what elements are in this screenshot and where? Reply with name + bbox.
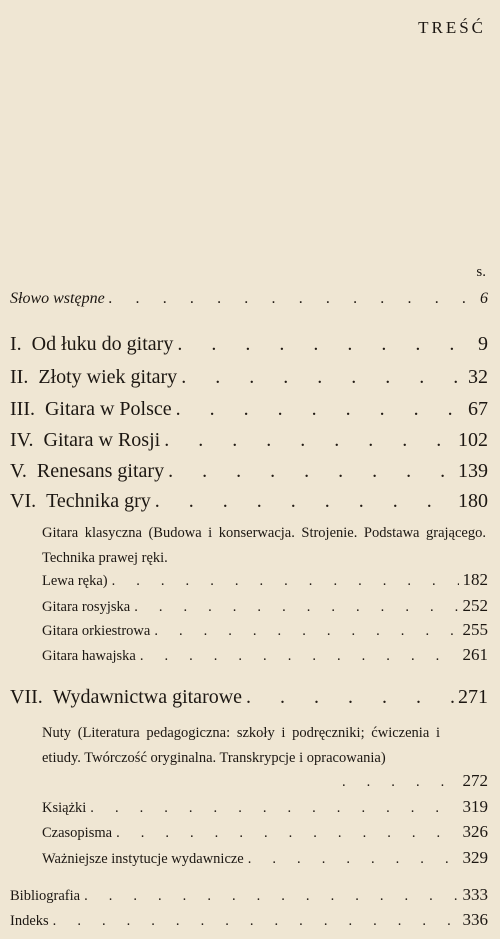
leader-dots bbox=[155, 490, 454, 513]
chapter-number: VII. bbox=[10, 686, 43, 708]
toc-entry-index bbox=[10, 910, 488, 930]
page-title: TREŚĆ bbox=[418, 18, 486, 37]
chapter-page: 180 bbox=[458, 490, 488, 512]
toc-subentry bbox=[42, 620, 488, 640]
leader-dots bbox=[176, 398, 464, 421]
toc-entry-bibliography bbox=[10, 885, 488, 905]
toc-entry-intro bbox=[10, 290, 488, 308]
leader-dots bbox=[140, 648, 459, 665]
toc-chapter bbox=[10, 398, 488, 421]
toc-subentry bbox=[42, 645, 488, 665]
subentry-label: Lewa ręka) bbox=[42, 573, 108, 589]
leader-dots bbox=[154, 623, 458, 640]
leader-dots bbox=[109, 290, 476, 308]
page-column-label: s. bbox=[476, 264, 486, 280]
toc-chapter bbox=[10, 333, 488, 356]
subentry-page: 182 bbox=[462, 570, 488, 589]
chapter-page: 67 bbox=[468, 398, 488, 420]
chapter-description: Gitara klasyczna (Budowa i konserwacja. Strojenie. Podstawa grającego. Technika prawej ręki. bbox=[42, 525, 486, 566]
toc-chapter bbox=[10, 429, 488, 452]
leader-dots bbox=[116, 825, 458, 842]
chapter-title: Gitara w Rosji bbox=[43, 429, 161, 451]
chapter-title: Złoty wiek gitary bbox=[38, 366, 178, 388]
chapter-title: Technika gry bbox=[46, 490, 151, 512]
subentry-label: Czasopisma bbox=[42, 825, 113, 841]
chapter-title: Renesans gitary bbox=[36, 460, 165, 482]
leader-dots bbox=[177, 333, 474, 356]
toc-subentry bbox=[42, 596, 488, 616]
chapter-page: 271 bbox=[458, 686, 488, 708]
chapter-number: I. bbox=[10, 333, 22, 355]
chapter-number: VI. bbox=[10, 490, 37, 512]
toc-chapter bbox=[10, 686, 488, 709]
toc-chapter bbox=[10, 460, 488, 483]
leader-dots bbox=[248, 851, 459, 868]
toc-entry-page: 336 bbox=[462, 910, 488, 929]
chapter-page: 32 bbox=[468, 366, 488, 388]
chapter-number: IV. bbox=[10, 429, 34, 451]
subentry-page: 255 bbox=[462, 620, 488, 639]
toc-subentry bbox=[42, 822, 488, 842]
toc-subentry bbox=[42, 848, 488, 868]
toc-chapter bbox=[10, 366, 488, 389]
chapter-number: III. bbox=[10, 398, 35, 420]
leader-dots bbox=[164, 429, 454, 452]
chapter-title: Gitara w Polsce bbox=[44, 398, 172, 420]
toc-entry-page: 6 bbox=[480, 290, 488, 307]
leader-dots bbox=[181, 366, 464, 389]
subentry-label: Gitara hawajska bbox=[42, 648, 136, 664]
chapter-number: V. bbox=[10, 460, 27, 482]
subentry-label: Ważniejsze instytucje wydawnicze bbox=[42, 851, 244, 867]
subentry-page: 272 bbox=[462, 771, 488, 790]
chapter-number: II. bbox=[10, 366, 29, 388]
subentry-label: Książki bbox=[42, 800, 87, 816]
chapter-page: 102 bbox=[458, 429, 488, 451]
toc-entry-page: 333 bbox=[462, 885, 488, 904]
chapter-title: Wydawnictwa gitarowe bbox=[52, 686, 243, 708]
leader-dots bbox=[246, 686, 454, 709]
chapter-description: Nuty (Literatura pedagogiczna: szkoły i podręczniki; ćwiczenia i etiudy. Twórczość oryginalna. Transkrypcje i opracowania) bbox=[42, 725, 440, 766]
subentry-page: 261 bbox=[462, 645, 488, 664]
leader-dots bbox=[53, 913, 459, 930]
chapter-page: 139 bbox=[458, 460, 488, 482]
subentry-label: Gitara rosyjska bbox=[42, 599, 131, 615]
subentry-page: 329 bbox=[462, 848, 488, 867]
toc-subentry bbox=[42, 797, 488, 817]
chapter-page: 9 bbox=[478, 333, 488, 355]
subentry-page: 319 bbox=[462, 797, 488, 816]
toc-subentry bbox=[42, 570, 488, 590]
leader-dots bbox=[90, 800, 458, 817]
toc-entry-label: Indeks bbox=[10, 913, 49, 929]
subentry-page: 326 bbox=[462, 822, 488, 841]
subentry-label: Gitara orkiestrowa bbox=[42, 623, 151, 639]
leader-dots bbox=[112, 573, 459, 590]
toc-entry-label: Słowo wstępne bbox=[10, 290, 105, 307]
leader-dots bbox=[84, 888, 458, 905]
toc-entry-label: Bibliografia bbox=[10, 888, 81, 904]
toc-subentry bbox=[42, 771, 488, 791]
leader-dots bbox=[342, 774, 459, 791]
chapter-title: Od łuku do gitary bbox=[31, 333, 174, 355]
toc-chapter bbox=[10, 490, 488, 513]
leader-dots bbox=[168, 460, 454, 483]
leader-dots bbox=[134, 599, 458, 616]
subentry-page: 252 bbox=[462, 596, 488, 615]
